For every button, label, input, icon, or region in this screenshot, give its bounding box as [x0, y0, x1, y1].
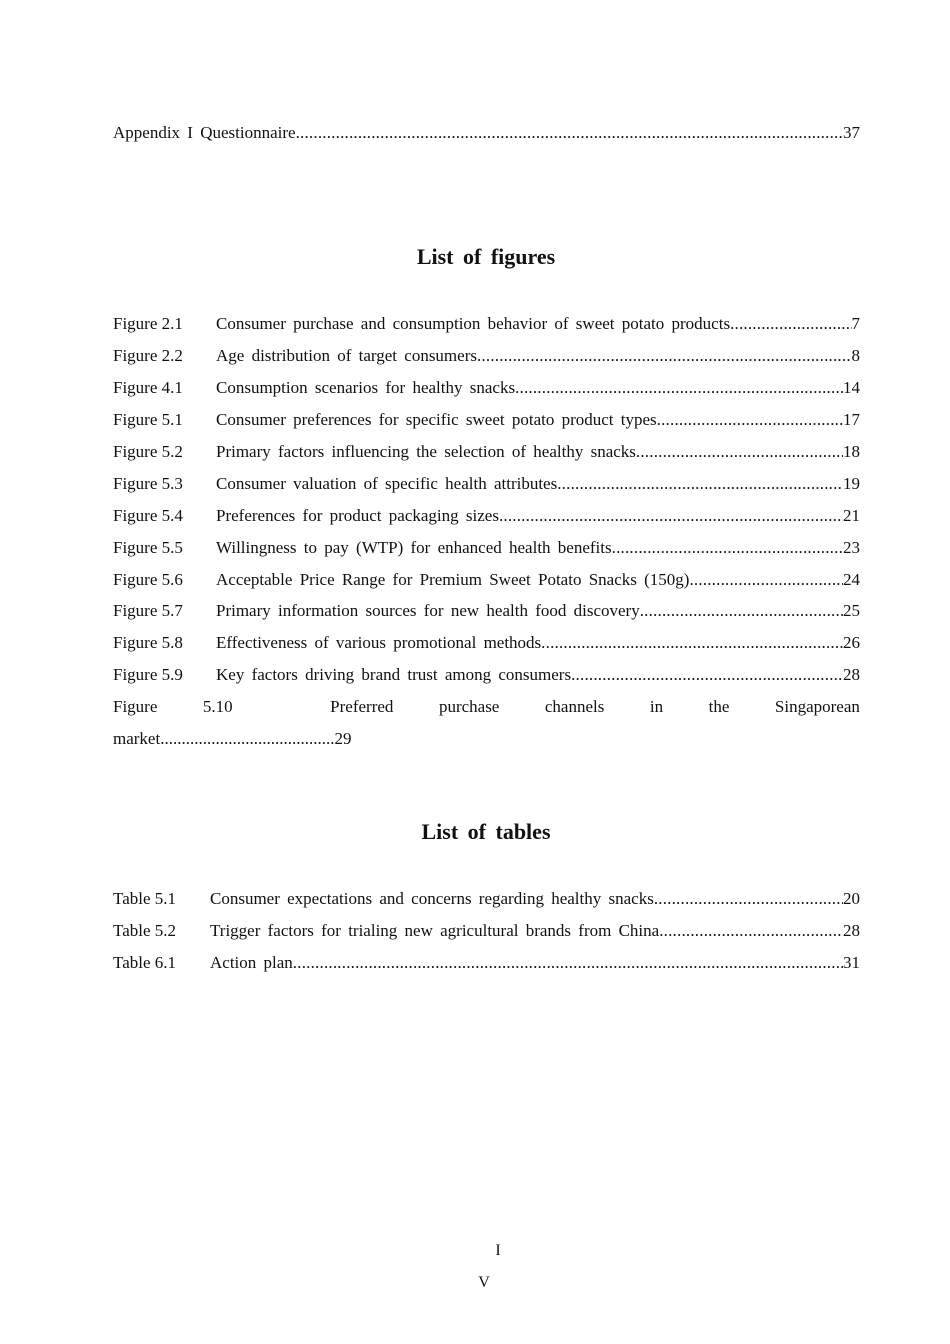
- figure-entry: [113, 599, 860, 623]
- figure-title: Consumer valuation of specific health attributes: [216, 474, 558, 493]
- table-title: Trigger factors for trialing new agricultural brands from China: [210, 921, 660, 940]
- dot-leader: [541, 631, 843, 655]
- figure-entry: [113, 440, 860, 464]
- table-entry: [113, 887, 860, 911]
- figure-title: Consumer purchase and consumption behavior of sweet potato products: [216, 314, 731, 333]
- figure-title: Consumer preferences for specific sweet potato product types: [216, 410, 657, 429]
- dot-leader: [477, 344, 852, 368]
- figure-title: Acceptable Price Range for Premium Sweet Potato Snacks (150g): [216, 570, 690, 589]
- figure-label: Figure 5.6: [113, 570, 183, 589]
- dot-leader: [557, 472, 843, 496]
- figure-page: 7: [851, 314, 860, 333]
- figure-label: Figure 4.1: [113, 378, 183, 397]
- figure-entry: [113, 536, 860, 560]
- figure-page: 25: [843, 601, 860, 620]
- figure-word: 5.10: [202, 697, 233, 716]
- dot-leader: [612, 536, 843, 560]
- figure-label: Figure 5.4: [113, 506, 183, 525]
- dot-leader: [654, 887, 843, 911]
- dot-leader: [640, 599, 843, 623]
- figure-page: 26: [843, 633, 860, 652]
- toc-entry-appendix: [113, 121, 860, 145]
- dot-leader: [657, 408, 843, 432]
- figure-entry: [113, 408, 860, 432]
- figure-page: 24: [843, 570, 860, 589]
- figure-page: 23: [843, 538, 860, 557]
- figure-title: Preferences for product packaging sizes: [216, 506, 499, 525]
- figure-word: Preferred: [330, 697, 394, 716]
- page-number-line2: V: [478, 1274, 490, 1291]
- figure-entry-wrapped-line2: market.........................................29: [113, 729, 352, 748]
- table-entry: [113, 951, 860, 975]
- figure-entry: [113, 344, 860, 368]
- figure-entry-wrapped-line1: [113, 695, 860, 719]
- dot-leader: [659, 919, 843, 943]
- figure-word: Singaporean: [774, 697, 860, 716]
- figure-page: 14: [843, 378, 860, 397]
- toc-entry-title: Appendix I Questionnaire: [113, 123, 296, 142]
- figure-entry: [113, 504, 860, 528]
- toc-entry-page: 37: [843, 123, 860, 142]
- figure-page: 19: [843, 474, 860, 493]
- dot-leader: [293, 951, 843, 975]
- dot-leader: [689, 568, 843, 592]
- figure-label: Figure 5.3: [113, 474, 183, 493]
- figure-word: in: [649, 697, 664, 716]
- figure-entry: [113, 312, 860, 336]
- figure-label: Figure 2.2: [113, 346, 183, 365]
- figure-word: purchase: [438, 697, 500, 716]
- dot-leader: [515, 376, 843, 400]
- table-title: Consumer expectations and concerns regarding healthy snacks: [210, 889, 654, 908]
- dot-leader: [571, 663, 843, 687]
- figure-page: 17: [843, 410, 860, 429]
- figure-page: 18: [843, 442, 860, 461]
- figure-title: Willingness to pay (WTP) for enhanced health benefits: [216, 538, 612, 557]
- table-label: Table 5.2: [113, 921, 177, 940]
- figure-page: 21: [843, 506, 860, 525]
- dot-leader: [499, 504, 843, 528]
- figure-word: Figure: [113, 697, 158, 716]
- figure-label: Figure 5.1: [113, 410, 183, 429]
- table-title: Action plan: [210, 953, 293, 972]
- dot-leader: [296, 121, 843, 145]
- figure-title: Key factors driving brand trust among consumers: [216, 665, 572, 684]
- figure-title: Effectiveness of various promotional methods: [216, 633, 542, 652]
- figure-entry: [113, 376, 860, 400]
- figure-label: Figure 5.5: [113, 538, 183, 557]
- figure-title: Primary factors influencing the selection of healthy snacks: [216, 442, 636, 461]
- figure-label: Figure 5.7: [113, 601, 183, 620]
- table-page: 20: [843, 889, 860, 908]
- page-number-line1: I: [495, 1242, 501, 1259]
- table-page: 28: [843, 921, 860, 940]
- figure-title: Consumption scenarios for healthy snacks: [216, 378, 516, 397]
- table-entry: [113, 919, 860, 943]
- figure-entry: [113, 472, 860, 496]
- figure-title: Age distribution of target consumers: [216, 346, 477, 365]
- figure-entry: [113, 663, 860, 687]
- figure-word: channels: [544, 697, 605, 716]
- figure-page: 8: [851, 346, 860, 365]
- figure-label: Figure 2.1: [113, 314, 183, 333]
- table-page: 31: [843, 953, 860, 972]
- figure-label: Figure 5.9: [113, 665, 183, 684]
- figure-word: the: [708, 697, 730, 716]
- list-of-tables-heading: List of tables: [421, 819, 551, 844]
- figure-page: 28: [843, 665, 860, 684]
- figure-entry: [113, 631, 860, 655]
- figure-entry: [113, 568, 860, 592]
- table-label: Table 6.1: [113, 953, 177, 972]
- figure-label: Figure 5.8: [113, 633, 183, 652]
- table-label: Table 5.1: [113, 889, 177, 908]
- figure-label: Figure 5.2: [113, 442, 183, 461]
- dot-leader: [636, 440, 843, 464]
- list-of-figures-heading: List of figures: [416, 244, 556, 269]
- dot-leader: [730, 312, 851, 336]
- figure-title: Primary information sources for new health food discovery: [216, 601, 640, 620]
